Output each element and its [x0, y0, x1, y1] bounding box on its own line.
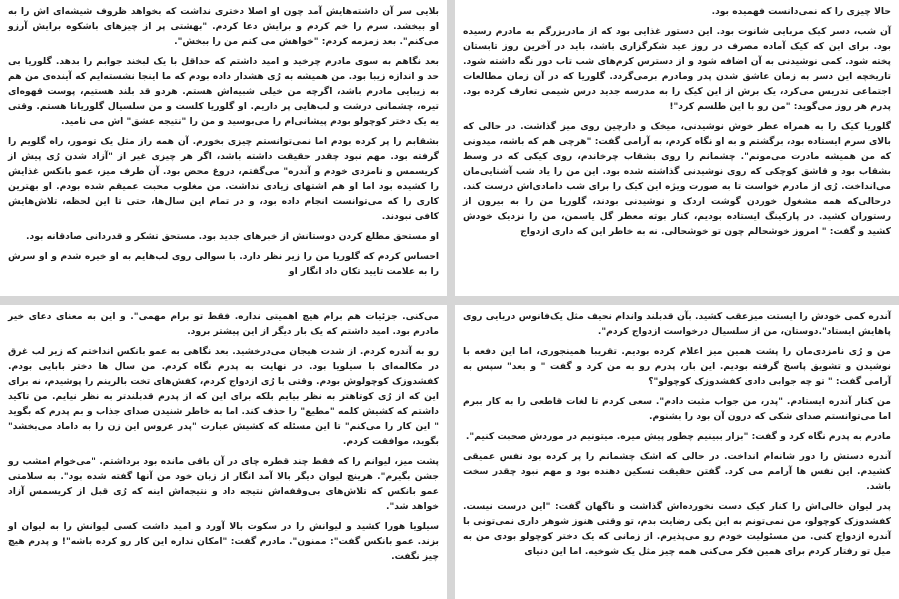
paragraph: بشقابم را پر کرده بودم اما نمی‌توانستم چیزی بخورم. آن همه راز مثل یک تومور، راه گلویم را گرفته بود. مهم نبود چقدر حقیقت داشته باشد، اگر هر چیزی غیر از "آزاد شدن رُی پیش از کریسمس و نامزدی خودم و آندره" می‌گفتم، دروغ محض بود. آن طرف میز، عمو بانکس غذایش را کشیده بود اما او هم اشتهای زیادی نداشت. من مغلوب محبت عمیقم شده بودم. او بهترین کاری را که می‌توانست انجام داده بود، و در تمام این سال‌ها، حتی تا این لحظه، تلاش‌هایش کافی نبودند. [8, 136, 439, 222]
paragraph: گلوریا کیک را به همراه عطر خوش نوشیدنی، میخک و دارچین روی میز گذاشت. در حالی که بالای سرم ایستاده بود، برگشتم و به او نگاه کردم، به آرامی گفت: "هرچی هم که باشه، میدونی که من همیشه مادرت می‌مونم". چشمانم را روی بشقاب چرخاندم، روی کیکی که در وسط بشقاب بود و قاشق کوچکی که روی نوشیدنی گذاشته شده بود. این من را یاد شب آشنایی‌مان می‌انداخت. رُی از مادرم خواست تا به صورت ویژه این کیک را برای شب دامادی‌اش درست کند. درحالی‌که همه مشغول خوردن گوشت اردک و نوشیدنی بودند، گلوریا من را به بیرون از رستوران کشید. در پارکینگ ایستاده بودیم، کنار بوته معطر گل یاسمن، من را نزدیک خودش کشید و گفت: " امروز خوشحالم چون تو خوشحالی. نه به خاطر این که داری ازدواج [463, 121, 891, 237]
paragraph: حالا چیزی را که نمی‌دانست فهمیده بود. [711, 6, 891, 17]
paragraph: مادرم به پدرم نگاه کرد و گفت: "بزار ببینیم چطور پیش میره. میتونیم در موردش صحبت کنیم". [465, 431, 891, 442]
paragraph: آندره دستش را دور شانه‌ام انداخت. در حالی که اشک چشمانم را پر کرده بود نفس عمیقی کشیدم. این نفس ها آرامم می کرد. گفتن حقیقت تسکین دهنده بود و مهم نبود چقدر سخت باشد. [463, 451, 891, 492]
paragraph: من و رُی نامزدی‌مان را پشت همین میز اعلام کرده بودیم. تقریبا همینجوری، اما این دفعه با نوشیدن و تشویق پاسخ گرفته بودیم. این بار، پدرم رو به من کرد و گفت " و بعد" سپس به آرامی گفت: " تو چه جوابی دادی کفشدوزک کوچولو"؟ [463, 346, 891, 387]
paragraph: آن شب، دسر کیک مربایی شانوت بود. این دستور غذایی بود که از مادربزرگم به مادرم رسیده بود. برای این که کیک آماده مصرف در روز عید شکرگزاری باشد، باید در آخرین روز تابستان پخته شود. کمی نوشیدنی به آن اضافه شود و از دسترس کرم‌های شب تاب دور نگه داشته شود. تاریخچه این دسر به زمان عاشق شدن پدر ومادرم برمی‌گردد. گلوریا که در آن زمان مطالعات اجتماعی تدریس می‌کرد، یک برش از این کیک را به مدرسه جدید درس شیمی تعارف کرده بود. پدرم هر روز می‌گوید: "من رو با این طلسم کرد"! [463, 26, 891, 112]
page-bottom-left [0, 305, 447, 599]
paragraph: پدر لیوان خالی‌اش را کنار کیک دست نخورده‌اش گذاشت و ناگهان گفت: "این درست نیست. کفشدوزک کوچولو، من نمی‌تونم به این یکی رضایت بدم، تو وقتی هنوز شوهر داری نمی‌تونی با آندره ازدواج کنی. من مسئولیت خودم رو می‌پذیرم. از زمانی که یک دختر کوچولو بودی من به میل تو رفتار کردم برای همین فکر می‌کنی همه چیز مثل یک شوخیه. اما این دنیای [463, 501, 891, 557]
paragraph: بعد نگاهم به سوی مادرم چرخید و امید داشتم که حداقل با یک لبخند جوابم را بدهد. گلوریا بی حد و اندازه زیبا بود. من همیشه به رُی هشدار داده بودم که ما اینجا نشسته‌ایم که آینده‌ی من هم به زیبایی مادرم باشد، اگرچه من خیلی شبیه‌اش هستم. هردو قد بلند هستیم، پوست قهوه‌ای تیره، چشمانی درشت و لب‌هایی پر داریم. او گلوریا کلست و من سلسیال گلوریانا هستم. وقتی یه یک دختر کوچولو بودم پیشانی‌ام را می‌بوسید و من را "نتیجه عشق" اش می نامید. [8, 56, 439, 127]
page-top-left [0, 0, 447, 296]
page-bottom-right [455, 305, 899, 599]
paragraph: او مستحق مطلع کردن دوستانش از خبرهای جدید بود. مستحق تشکر و قدردانی صادقانه بود. [26, 231, 439, 242]
paragraph: آندره کمی خودش را ایستت میزعقب کشید. بآن قدبلند واندام نحیف مثل یک‌فانوس دریایی روی پاهایش ایستاد".دوستان، من از سلسیال درخواست ازدواج کردم". [463, 311, 891, 337]
paragraph: بلایی سر آن داشته‌هایش آمد چون او اصلا دختری نداشت که بخواهد ظروف شیشه‌ای اش را به او ببخشد. سرم را خم کردم و برایش دعا کردم. "بهشتی پر از چیزهای باشکوه برایش آرزو می‌کنم". بعد زمزمه کردم: "خواهش می کنم من را ببخش". [8, 6, 439, 47]
page-top-right [455, 0, 899, 296]
paragraph: می‌کنی. جزئیات هم برام هیچ اهمیتی نداره. فقط تو برام مهمی". و این به معنای دعای خیر مادرم بود. امید داشتم که یک بار دیگر از این پیشتر برود. [8, 311, 439, 337]
page-gutter-horizontal [0, 296, 899, 305]
paragraph: من کنار آندره ایستادم. "پدر، من جواب مثبت دادم". سعی کردم تا لغات قاطعی را به کار ببرم اما می‌توانستم صدای شکی که درون آن بود را بشنوم. [463, 396, 891, 422]
paragraph: رو به آندره کردم. از شدت هیجان می‌درخشید. بعد نگاهی به عمو بانکس انداختم که زیر لب غرق در مکالمه‌ای با سیلویا بود. در نهایت به پدرم نگاه کردم. من سال ها دختر بابایی بودم. کفشدوزک کوچولوش بودم. وقتی با رُی ازدواج کردم، کفش‌های تخت بالرینم را پوشیدم، نه برای این که از رُی کوتاهتر به نظر بیایم بلکه برای این که از پدرم قدبلندتر به نظر نیایم. من تاکید داشتم که کشیش کلمه "مطیع" را حذف کند. اما به خاطر شنیدن صدای جذاب و بم پدرم که بگوید " این کار را می‌کنم" تا این مسئله که کشیش عبارت "پدر عروس این زن را به داماد می‌بخشد" بگوید، موافقت کردم. [8, 346, 439, 447]
paragraph: احساس کردم که گلوریا من را زیر نظر دارد. با سوالی روی لب‌هایم به او خیره شدم و او سرش را به علامت تایید تکان داد انگار او [8, 251, 439, 277]
paragraph: پشت میز، لیوانم را که فقط چند قطره چای در آن باقی مانده بود برداشتم. "می‌خوام امشب رو جشن بگیرم". هرینچ لیوان دیگر بالا آمد انگار از زبان خود من آنها گفته شده بود". به سلامتی عمو بانکس که تلاش‌های بی‌وقفه‌اش نتیجه داد و نتیجه‌اش اینه که رُی قبل از کریسمس آزاد خواهد شد". [8, 456, 439, 512]
paragraph: سیلویا هورا کشید و لیوانش را در سکوت بالا آورد و امید داشت کسی لیوانش را به لیوان او بزند. عمو بانکس گفت": ممنون". مادرم گفت: "امکان نداره این کار رو کرده باشه"! و پدرم هیچ چیز نگفت. [8, 521, 439, 562]
